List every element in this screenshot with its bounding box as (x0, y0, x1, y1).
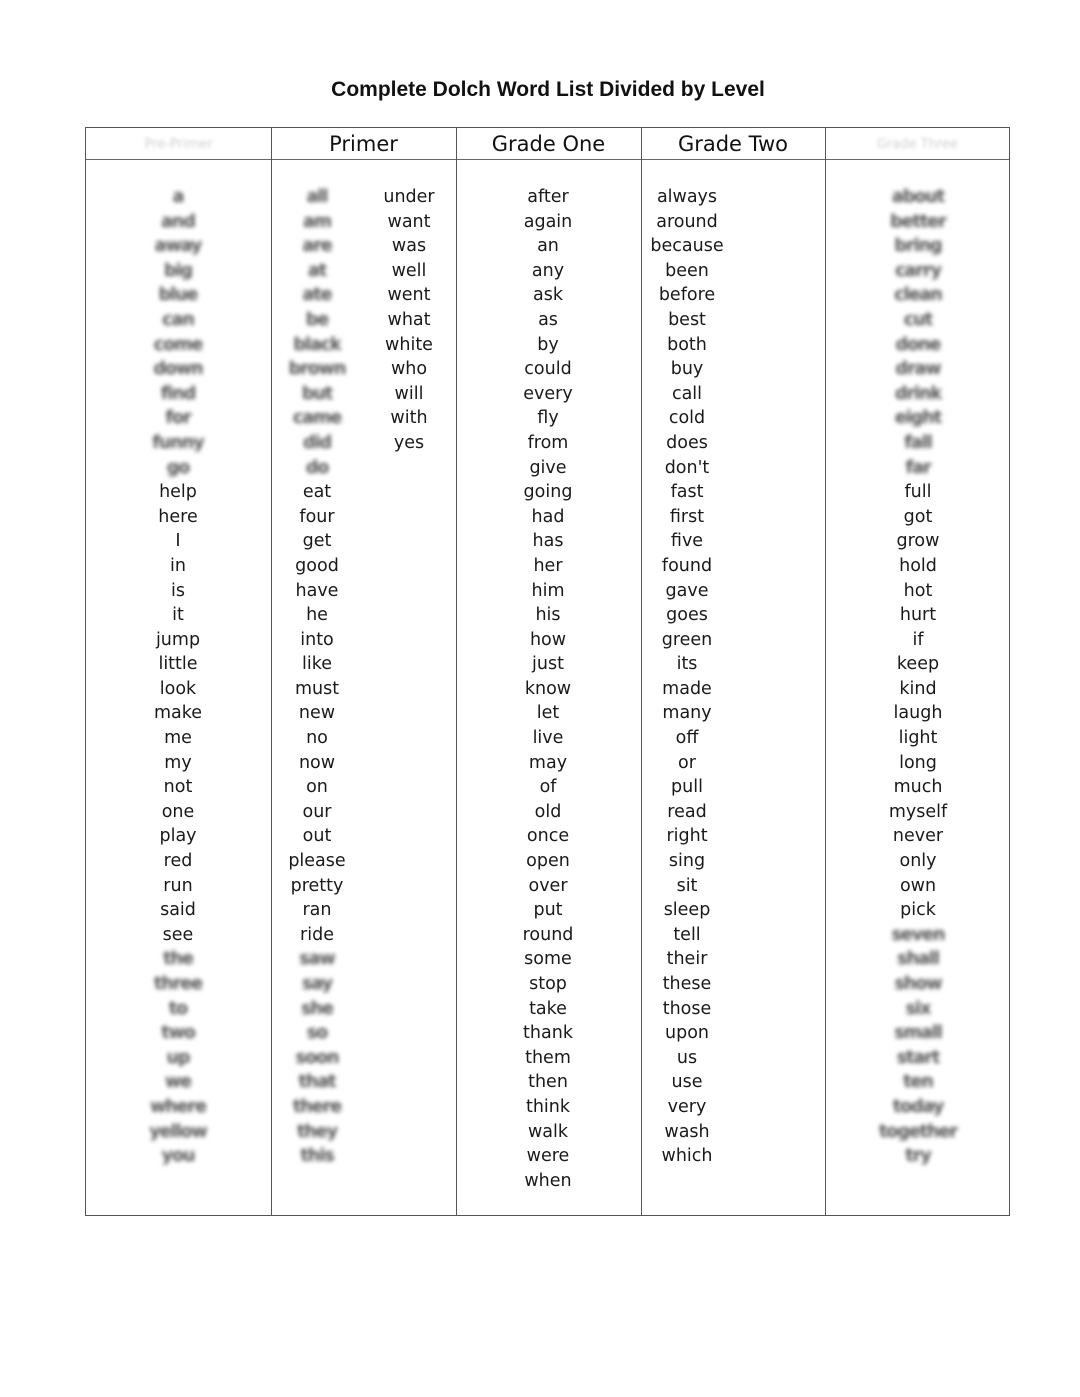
word-item: keep (896, 654, 940, 675)
word-item: sit (676, 875, 698, 896)
word-item: big (163, 260, 193, 281)
word-item: am (302, 211, 332, 232)
word-item: here (158, 506, 198, 527)
word-item: far (905, 457, 931, 478)
word-item: my (164, 752, 192, 773)
word-item: best (668, 309, 706, 330)
word-item: they (296, 1121, 338, 1142)
word-item: kind (899, 678, 937, 699)
word-item: put (533, 900, 563, 921)
word-item: three (153, 974, 203, 994)
word-item: there (292, 1096, 342, 1117)
word-item: in (170, 555, 186, 576)
word-item: pull (671, 777, 703, 798)
word-item: said (160, 900, 196, 921)
word-item: she (301, 998, 333, 1019)
word-item: white (385, 334, 433, 355)
word-item: hold (899, 555, 937, 576)
word-item: funny (152, 432, 204, 453)
word-item: four (299, 506, 335, 527)
word-item: better (890, 211, 946, 232)
word-list-table (85, 127, 1010, 1216)
word-item: fly (537, 408, 559, 429)
word-item: want (387, 211, 431, 232)
word-item: about (891, 187, 945, 207)
word-item: it (172, 605, 184, 626)
word-item: call (671, 383, 703, 404)
word-item: both (667, 334, 707, 355)
word-item: black (293, 334, 341, 355)
word-item: never (892, 826, 944, 847)
word-item: ate (302, 285, 332, 306)
word-item: and (161, 211, 195, 232)
word-item: know (524, 678, 572, 699)
word-item: full (904, 482, 932, 503)
word-item: has (532, 531, 564, 552)
word-item: six (905, 998, 931, 1019)
word-item: does (666, 432, 708, 453)
word-item: of (539, 777, 557, 798)
word-item: give (529, 457, 567, 478)
word-item: like (301, 654, 332, 675)
word-item: going (523, 482, 573, 503)
word-item: don't (664, 457, 710, 478)
word-item: round (522, 924, 574, 945)
word-item: are (302, 236, 332, 257)
word-item: who (390, 359, 428, 380)
word-item: any (531, 260, 565, 281)
word-item: had (531, 506, 565, 527)
word-item: these (662, 974, 712, 994)
word-item: seven (891, 924, 945, 945)
word-item: was (391, 236, 427, 257)
word-item: jump (155, 629, 201, 650)
word-item: down (153, 359, 203, 380)
word-item: well (391, 260, 427, 281)
word-item: fall (904, 432, 932, 453)
word-item: draw (895, 359, 941, 380)
word-item: bring (894, 236, 942, 257)
word-item: grow (896, 531, 940, 552)
word-item: hot (903, 580, 933, 601)
word-item: pick (900, 900, 936, 921)
word-item: this (300, 1146, 334, 1167)
word-item: if (912, 629, 924, 650)
word-item: on (306, 777, 328, 798)
word-item: because (650, 236, 724, 257)
word-item: clean (894, 285, 942, 306)
word-item: I (175, 531, 181, 552)
word-item: found (661, 555, 713, 576)
word-item: do (305, 457, 329, 478)
word-item: a (172, 187, 184, 207)
word-item: goes (666, 605, 708, 626)
word-item: sing (668, 851, 706, 872)
word-item: fast (670, 482, 704, 503)
word-item: find (160, 383, 196, 404)
word-item: thank (523, 1023, 573, 1044)
word-item: how (529, 629, 567, 650)
word-item: drink (894, 383, 942, 404)
word-item: those (662, 998, 712, 1019)
word-item: me (164, 728, 192, 749)
word-item: eight (894, 408, 942, 429)
word-item: you (161, 1146, 195, 1167)
column-col1 (128, 185, 228, 1169)
word-item: saw (299, 949, 335, 970)
word-item: laugh (893, 703, 943, 724)
word-item: with (390, 408, 428, 429)
word-item: were (526, 1146, 570, 1167)
word-item: its (676, 654, 698, 675)
header-grade-one: Grade One (491, 132, 606, 156)
word-item: very (667, 1096, 707, 1117)
word-item: to (168, 998, 188, 1019)
word-item: the (163, 949, 193, 970)
word-item: done (895, 334, 941, 355)
word-item: much (893, 777, 943, 798)
word-item: hurt (899, 605, 937, 626)
word-item: around (656, 211, 718, 232)
word-item: right (666, 826, 708, 847)
word-item: own (899, 875, 937, 896)
word-item: must (294, 678, 340, 699)
word-item: yes (393, 432, 425, 453)
word-item: at (307, 260, 327, 281)
word-item: as (538, 309, 558, 330)
word-item: sleep (663, 900, 711, 921)
header-col5: Grade Three (876, 137, 958, 152)
word-item: one (161, 801, 195, 822)
word-item: then (528, 1072, 568, 1093)
word-item: upon (665, 1023, 709, 1044)
word-item: did (302, 432, 332, 453)
word-item: walk (527, 1121, 569, 1142)
word-item: look (159, 678, 197, 699)
word-item: is (171, 580, 185, 601)
word-item: he (306, 605, 328, 626)
word-item: where (150, 1096, 206, 1117)
word-item: soon (295, 1047, 339, 1068)
word-item: can (162, 309, 194, 330)
word-item: will (394, 383, 424, 404)
word-item: our (302, 801, 332, 822)
word-item: have (295, 580, 339, 601)
word-item: been (665, 260, 709, 281)
word-item: gave (665, 580, 709, 601)
word-item: up (166, 1047, 190, 1068)
word-item: went (387, 285, 431, 306)
word-item: come (153, 334, 203, 355)
word-item: together (878, 1121, 958, 1142)
word-item: yellow (149, 1121, 207, 1142)
word-item: so (306, 1023, 328, 1044)
word-item: eat (302, 482, 332, 503)
word-item: no (306, 728, 328, 749)
word-item: may (528, 752, 568, 773)
word-item: use (671, 1072, 703, 1093)
word-item: now (298, 752, 336, 773)
column-divider-4 (825, 128, 826, 1215)
word-item: every (523, 383, 573, 404)
header-divider (86, 159, 1009, 160)
column-grade-one (498, 185, 598, 1193)
word-item: tell (673, 924, 701, 945)
word-item: got (903, 506, 933, 527)
word-item: think (525, 1096, 571, 1117)
word-item: out (302, 826, 332, 847)
header-primer: Primer (329, 132, 398, 156)
word-item: not (163, 777, 193, 798)
word-item: all (306, 187, 328, 207)
word-item: open (526, 851, 570, 872)
word-item: could (524, 359, 572, 380)
word-item: what (387, 309, 431, 330)
word-item: us (676, 1047, 698, 1068)
word-item: ride (300, 924, 334, 945)
word-item: blue (158, 285, 198, 306)
word-item: by (537, 334, 559, 355)
word-item: myself (888, 801, 948, 822)
word-item: into (300, 629, 334, 650)
word-item: when (524, 1170, 572, 1191)
word-item: once (526, 826, 570, 847)
word-item: under (383, 187, 435, 207)
word-item: her (533, 555, 563, 576)
word-item: brown (288, 359, 346, 380)
word-item: see (162, 924, 194, 945)
word-item: buy (670, 359, 704, 380)
word-item: ask (533, 285, 563, 306)
word-item: for (165, 408, 191, 429)
word-item: say (301, 974, 333, 994)
word-item: green (661, 629, 713, 650)
word-item: please (288, 851, 346, 872)
word-item: his (535, 605, 561, 626)
word-item: red (163, 851, 193, 872)
word-item: run (163, 875, 193, 896)
word-item: from (527, 432, 569, 453)
word-item: wash (664, 1121, 710, 1142)
word-item: ten (903, 1072, 933, 1093)
word-item: just (532, 654, 564, 675)
word-item: small (894, 1023, 942, 1044)
word-item: pretty (290, 875, 344, 896)
word-item: made (662, 678, 712, 699)
word-item: over (528, 875, 568, 896)
word-item: them (525, 1047, 571, 1068)
word-item: live (532, 728, 564, 749)
column-primer-b (359, 185, 459, 456)
word-item: try (905, 1146, 931, 1167)
word-item: or (678, 752, 696, 773)
word-item: old (534, 801, 562, 822)
word-item: before (658, 285, 716, 306)
word-item: ran (302, 900, 332, 921)
word-item: long (899, 752, 937, 773)
word-item: shall (897, 949, 939, 970)
word-item: that (298, 1072, 336, 1093)
word-item: away (154, 236, 202, 257)
word-item: their (666, 949, 708, 970)
word-item: which (661, 1146, 713, 1167)
word-item: go (166, 457, 190, 478)
word-item: only (899, 851, 937, 872)
column-primer-a (267, 185, 367, 1169)
word-item: first (669, 506, 705, 527)
header-col1: Pre-Primer (144, 137, 213, 152)
word-item: play (159, 826, 197, 847)
word-item: him (531, 580, 565, 601)
word-item: again (523, 211, 573, 232)
word-item: take (529, 998, 567, 1019)
word-item: light (898, 728, 938, 749)
word-item: five (670, 531, 704, 552)
word-item: off (675, 728, 699, 749)
word-item: get (302, 531, 332, 552)
word-item: many (662, 703, 712, 724)
word-item: be (305, 309, 329, 330)
word-item: little (158, 654, 198, 675)
column-grade-two (637, 185, 737, 1169)
page-title: Complete Dolch Word List Divided by Level (331, 78, 765, 101)
word-item: we (164, 1072, 192, 1093)
word-item: start (896, 1047, 940, 1068)
word-item: always (656, 187, 718, 207)
header-grade-two: Grade Two (677, 132, 789, 156)
word-item: but (301, 383, 333, 404)
word-item: show (894, 974, 942, 994)
word-item: cut (903, 309, 933, 330)
word-item: came (292, 408, 342, 429)
word-item: an (537, 236, 559, 257)
word-item: today (892, 1096, 944, 1117)
word-item: make (153, 703, 203, 724)
word-item: carry (895, 260, 941, 281)
word-item: new (298, 703, 336, 724)
word-item: good (295, 555, 339, 576)
word-item: help (159, 482, 197, 503)
word-item: stop (529, 974, 567, 994)
word-item: read (667, 801, 707, 822)
word-item: after (527, 187, 569, 207)
column-col5 (868, 185, 968, 1169)
word-item: some (524, 949, 572, 970)
word-item: let (536, 703, 560, 724)
word-item: two (161, 1023, 195, 1044)
word-item: cold (668, 408, 706, 429)
